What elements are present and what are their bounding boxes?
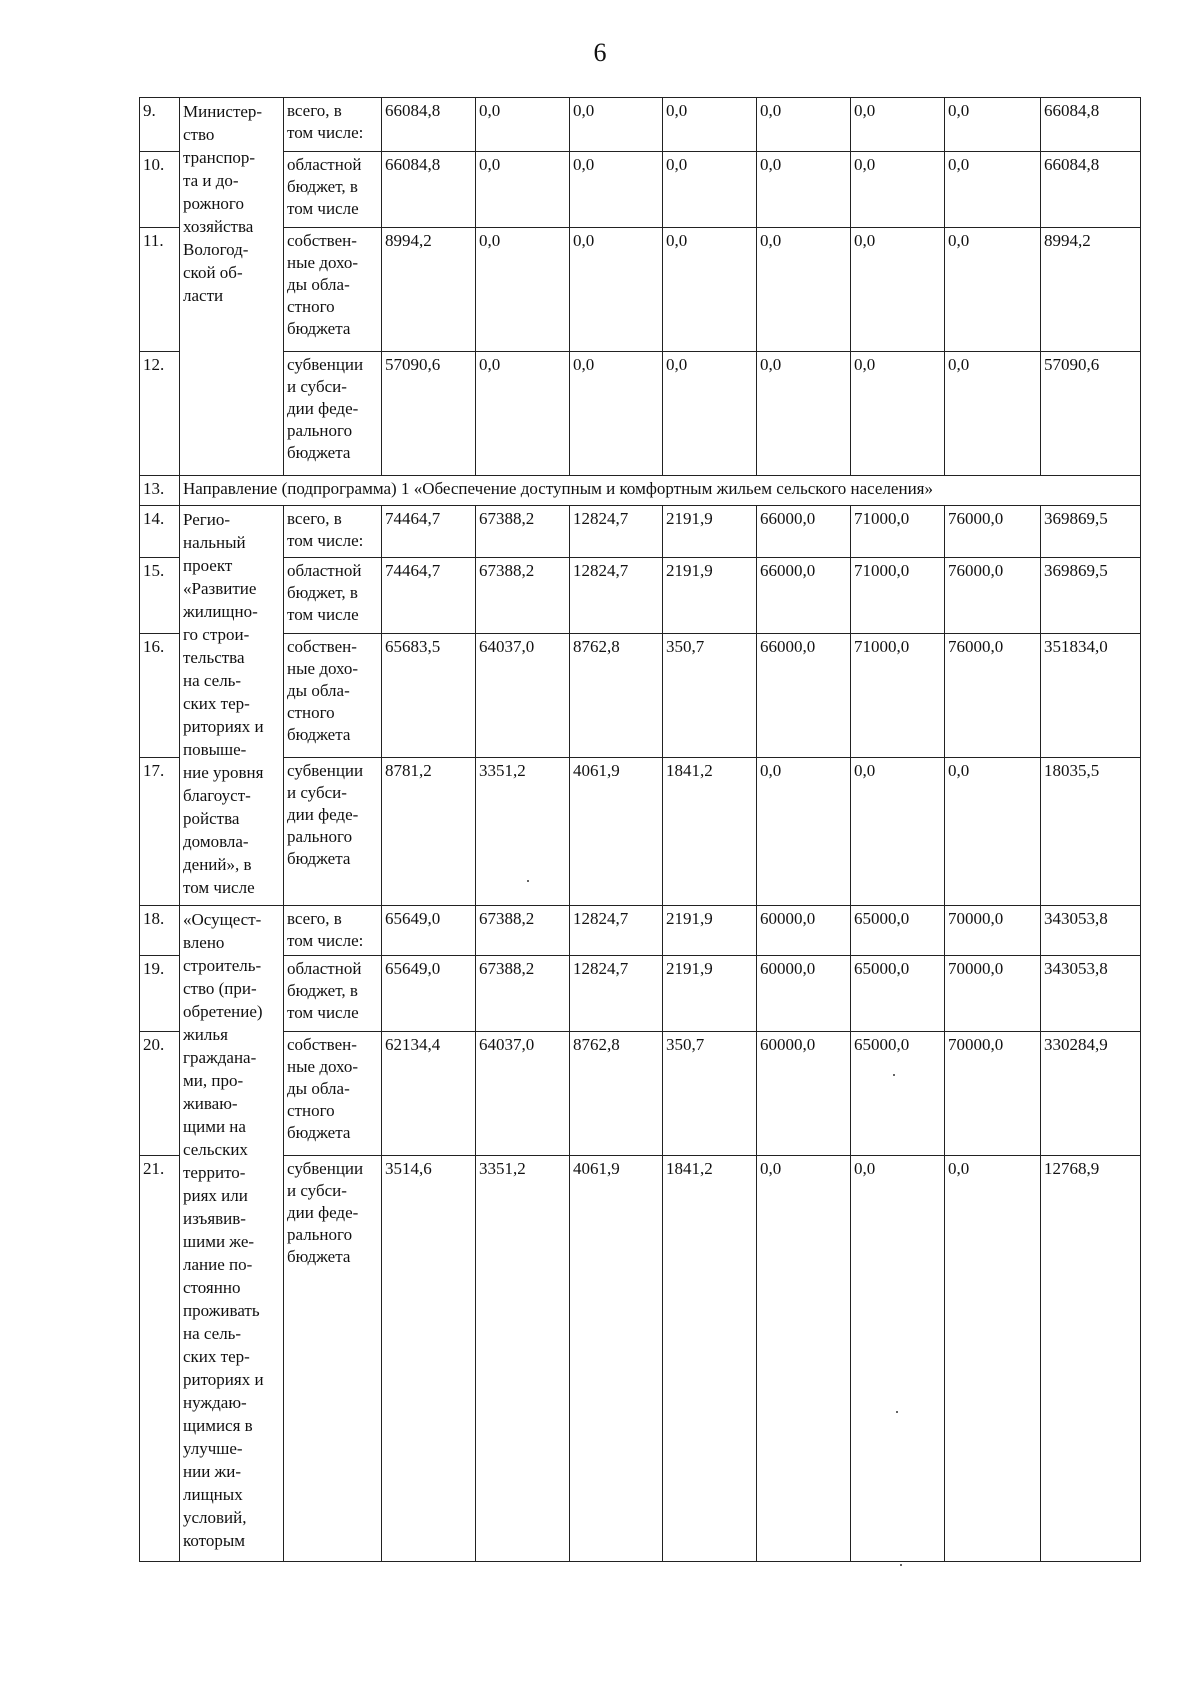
row-number: 13. bbox=[140, 476, 180, 506]
funding-source-line: том числе: bbox=[287, 931, 364, 950]
value-year-7: 76000,0 bbox=[945, 634, 1041, 758]
value-total: 351834,0 bbox=[1041, 634, 1141, 758]
value-total: 66084,8 bbox=[1041, 152, 1141, 228]
executor-text-line: на сель- bbox=[183, 1324, 242, 1343]
value-year-2: 3351,2 bbox=[476, 1156, 570, 1562]
value-year-3: 0,0 bbox=[570, 152, 663, 228]
value-year-1: 8994,2 bbox=[382, 228, 476, 352]
executor-text-line: риториях и bbox=[183, 1370, 264, 1389]
row-number: 17. bbox=[140, 758, 180, 906]
value-year-2: 3351,2 bbox=[476, 758, 570, 906]
value-year-1: 66084,8 bbox=[382, 152, 476, 228]
scan-speck bbox=[900, 1564, 902, 1566]
funding-source-line: собствен- bbox=[287, 637, 357, 656]
funding-source-line: ды обла- bbox=[287, 275, 350, 294]
value-year-5: 66000,0 bbox=[757, 558, 851, 634]
executor-text-line: улучше- bbox=[183, 1439, 243, 1458]
table-row bbox=[140, 352, 1141, 476]
value-total: 330284,9 bbox=[1041, 1032, 1141, 1156]
executor-text-line: сельских bbox=[183, 1140, 248, 1159]
value-total: 8994,2 bbox=[1041, 228, 1141, 352]
scan-speck bbox=[896, 1411, 898, 1413]
value-total: 343053,8 bbox=[1041, 956, 1141, 1032]
executor-text-line: влено bbox=[183, 933, 225, 952]
row-number: 19. bbox=[140, 956, 180, 1032]
funding-source-line: рального bbox=[287, 421, 353, 440]
funding-source-line: том числе bbox=[287, 199, 359, 218]
funding-source-line: бюджета bbox=[287, 443, 351, 462]
funding-source-line: стного bbox=[287, 1101, 335, 1120]
value-year-1: 74464,7 bbox=[382, 558, 476, 634]
executor-text-line: граждана- bbox=[183, 1048, 257, 1067]
scan-speck bbox=[893, 1074, 895, 1076]
executor-text-line: жилья bbox=[183, 1025, 228, 1044]
funding-source-line: ды обла- bbox=[287, 1079, 350, 1098]
value-year-4: 2191,9 bbox=[663, 506, 757, 558]
value-total: 57090,6 bbox=[1041, 352, 1141, 476]
value-year-4: 0,0 bbox=[663, 228, 757, 352]
value-year-2: 0,0 bbox=[476, 228, 570, 352]
executor-text-line: которым bbox=[183, 1531, 246, 1550]
value-year-4: 2191,9 bbox=[663, 956, 757, 1032]
executor-text-line: го строи- bbox=[183, 625, 250, 644]
executor-text-line: щимися в bbox=[183, 1416, 253, 1435]
executor-text-line: ской об- bbox=[183, 263, 243, 282]
value-total: 18035,5 bbox=[1041, 758, 1141, 906]
value-year-6: 65000,0 bbox=[851, 1032, 945, 1156]
value-year-7: 76000,0 bbox=[945, 558, 1041, 634]
value-year-4: 2191,9 bbox=[663, 558, 757, 634]
funding-source-line: ды обла- bbox=[287, 681, 350, 700]
executor-text-line: лищных bbox=[183, 1485, 243, 1504]
row-number: 15. bbox=[140, 558, 180, 634]
funding-source-line: всего, в bbox=[287, 101, 342, 120]
value-year-3: 0,0 bbox=[570, 98, 663, 152]
responsible-executor-3 bbox=[180, 906, 284, 1562]
value-year-2: 67388,2 bbox=[476, 956, 570, 1032]
value-year-3: 8762,8 bbox=[570, 1032, 663, 1156]
value-year-7: 0,0 bbox=[945, 352, 1041, 476]
value-year-5: 0,0 bbox=[757, 758, 851, 906]
row-number: 9. bbox=[140, 98, 180, 152]
value-year-4: 350,7 bbox=[663, 634, 757, 758]
table-row bbox=[140, 1032, 1141, 1156]
value-year-7: 76000,0 bbox=[945, 506, 1041, 558]
value-year-5: 0,0 bbox=[757, 152, 851, 228]
funding-source-line: и субси- bbox=[287, 1181, 347, 1200]
value-year-7: 0,0 bbox=[945, 1156, 1041, 1562]
funding-source-line: дии феде- bbox=[287, 399, 359, 418]
executor-text-line: ство (при- bbox=[183, 979, 257, 998]
value-year-7: 70000,0 bbox=[945, 906, 1041, 956]
executor-text-line: проект bbox=[183, 556, 233, 575]
value-year-7: 0,0 bbox=[945, 228, 1041, 352]
funding-source-line: бюджет, в bbox=[287, 981, 358, 1000]
funding-source-line: том числе bbox=[287, 1003, 359, 1022]
table-row bbox=[140, 956, 1141, 1032]
funding-source-line: субвенции bbox=[287, 1159, 364, 1178]
value-year-6: 0,0 bbox=[851, 152, 945, 228]
executor-text-line: ройства bbox=[183, 809, 240, 828]
responsible-executor-1 bbox=[180, 98, 284, 476]
executor-text-line: риях или bbox=[183, 1186, 248, 1205]
funding-source-line: ные дохо- bbox=[287, 253, 359, 272]
funding-source-line: и субси- bbox=[287, 377, 347, 396]
value-year-7: 0,0 bbox=[945, 758, 1041, 906]
executor-text-line: нии жи- bbox=[183, 1462, 242, 1481]
table-row bbox=[140, 506, 1141, 558]
value-year-6: 0,0 bbox=[851, 1156, 945, 1562]
value-total: 12768,9 bbox=[1041, 1156, 1141, 1562]
value-year-4: 0,0 bbox=[663, 152, 757, 228]
executor-text-line: шими же- bbox=[183, 1232, 255, 1251]
executor-text-line: щими на bbox=[183, 1117, 246, 1136]
funding-source-line: том числе: bbox=[287, 123, 364, 142]
value-year-6: 65000,0 bbox=[851, 956, 945, 1032]
value-year-1: 3514,6 bbox=[382, 1156, 476, 1562]
funding-source-line: собствен- bbox=[287, 1035, 357, 1054]
table-row bbox=[140, 906, 1141, 956]
executor-text-line: риториях и bbox=[183, 717, 264, 736]
funding-source-line: бюджет, в bbox=[287, 177, 358, 196]
funding-source-line: областной bbox=[287, 959, 362, 978]
value-year-4: 1841,2 bbox=[663, 1156, 757, 1562]
funding-source-line: рального bbox=[287, 1225, 353, 1244]
value-total: 343053,8 bbox=[1041, 906, 1141, 956]
table-row bbox=[140, 1156, 1141, 1562]
value-year-5: 0,0 bbox=[757, 1156, 851, 1562]
table-row bbox=[140, 476, 1141, 506]
value-year-6: 71000,0 bbox=[851, 506, 945, 558]
executor-text-line: ние уровня bbox=[183, 763, 264, 782]
executor-text-line: Вологод- bbox=[183, 240, 249, 259]
value-year-1: 74464,7 bbox=[382, 506, 476, 558]
funding-source bbox=[284, 352, 382, 476]
executor-text-line: дений», в bbox=[183, 855, 252, 874]
executor-text-line: хозяйства bbox=[183, 217, 254, 236]
executor-text-line: изъявив- bbox=[183, 1209, 246, 1228]
funding-source bbox=[284, 634, 382, 758]
value-year-5: 0,0 bbox=[757, 352, 851, 476]
funding-source-line: бюджет, в bbox=[287, 583, 358, 602]
row-number: 18. bbox=[140, 906, 180, 956]
value-total: 66084,8 bbox=[1041, 98, 1141, 152]
value-year-2: 0,0 bbox=[476, 98, 570, 152]
value-year-5: 60000,0 bbox=[757, 1032, 851, 1156]
value-year-2: 67388,2 bbox=[476, 506, 570, 558]
table-row bbox=[140, 558, 1141, 634]
scan-speck bbox=[527, 880, 529, 882]
value-year-6: 71000,0 bbox=[851, 558, 945, 634]
value-year-4: 2191,9 bbox=[663, 906, 757, 956]
value-year-6: 65000,0 bbox=[851, 906, 945, 956]
budget-table-body bbox=[140, 98, 1141, 1562]
value-year-5: 60000,0 bbox=[757, 906, 851, 956]
value-year-3: 0,0 bbox=[570, 352, 663, 476]
funding-source-line: собствен- bbox=[287, 231, 357, 250]
value-year-6: 0,0 bbox=[851, 758, 945, 906]
funding-source-line: том числе: bbox=[287, 531, 364, 550]
executor-text-line: ство bbox=[183, 125, 215, 144]
executor-text-line: «Осущест- bbox=[183, 910, 262, 929]
executor-text-line: лание по- bbox=[183, 1255, 253, 1274]
row-number: 21. bbox=[140, 1156, 180, 1562]
executor-text-line: проживать bbox=[183, 1301, 260, 1320]
value-year-7: 0,0 bbox=[945, 98, 1041, 152]
responsible-executor-2 bbox=[180, 506, 284, 906]
executor-text-line: Регио- bbox=[183, 510, 231, 529]
funding-source bbox=[284, 758, 382, 906]
value-year-6: 71000,0 bbox=[851, 634, 945, 758]
row-number: 20. bbox=[140, 1032, 180, 1156]
executor-text-line: повыше- bbox=[183, 740, 247, 759]
value-year-2: 0,0 bbox=[476, 352, 570, 476]
funding-source bbox=[284, 228, 382, 352]
value-year-7: 70000,0 bbox=[945, 956, 1041, 1032]
executor-text-line: условий, bbox=[183, 1508, 247, 1527]
value-total: 369869,5 bbox=[1041, 558, 1141, 634]
value-year-3: 0,0 bbox=[570, 228, 663, 352]
value-year-2: 67388,2 bbox=[476, 906, 570, 956]
funding-source-line: областной bbox=[287, 155, 362, 174]
value-year-3: 4061,9 bbox=[570, 1156, 663, 1562]
executor-text-line: террито- bbox=[183, 1163, 246, 1182]
executor-text-line: тельства bbox=[183, 648, 245, 667]
executor-text-line: благоуст- bbox=[183, 786, 251, 805]
executor-text-line: нуждаю- bbox=[183, 1393, 247, 1412]
value-year-6: 0,0 bbox=[851, 228, 945, 352]
value-year-1: 65649,0 bbox=[382, 956, 476, 1032]
value-year-6: 0,0 bbox=[851, 98, 945, 152]
executor-text-line: обретение) bbox=[183, 1002, 263, 1021]
value-year-3: 4061,9 bbox=[570, 758, 663, 906]
value-year-4: 0,0 bbox=[663, 98, 757, 152]
value-year-4: 1841,2 bbox=[663, 758, 757, 906]
funding-source bbox=[284, 1032, 382, 1156]
table-row bbox=[140, 634, 1141, 758]
funding-source bbox=[284, 956, 382, 1032]
funding-source-line: стного bbox=[287, 703, 335, 722]
value-year-3: 12824,7 bbox=[570, 906, 663, 956]
executor-text-line: живаю- bbox=[183, 1094, 238, 1113]
value-year-7: 70000,0 bbox=[945, 1032, 1041, 1156]
executor-text-line: та и до- bbox=[183, 171, 239, 190]
value-year-1: 8781,2 bbox=[382, 758, 476, 906]
value-year-3: 8762,8 bbox=[570, 634, 663, 758]
funding-source-line: субвенции bbox=[287, 761, 364, 780]
funding-source-line: том числе bbox=[287, 605, 359, 624]
executor-text-line: строитель- bbox=[183, 956, 262, 975]
row-number: 10. bbox=[140, 152, 180, 228]
value-year-2: 64037,0 bbox=[476, 1032, 570, 1156]
executor-text-line: рожного bbox=[183, 194, 244, 213]
funding-source bbox=[284, 506, 382, 558]
funding-source-line: стного bbox=[287, 297, 335, 316]
value-year-5: 0,0 bbox=[757, 98, 851, 152]
table-row bbox=[140, 228, 1141, 352]
value-year-5: 66000,0 bbox=[757, 506, 851, 558]
funding-source-line: всего, в bbox=[287, 509, 342, 528]
value-year-3: 12824,7 bbox=[570, 506, 663, 558]
funding-source-line: субвенции bbox=[287, 355, 364, 374]
value-year-6: 0,0 bbox=[851, 352, 945, 476]
value-total: 369869,5 bbox=[1041, 506, 1141, 558]
executor-text-line: стоянно bbox=[183, 1278, 241, 1297]
executor-text-line: ских тер- bbox=[183, 1347, 250, 1366]
table-row bbox=[140, 758, 1141, 906]
executor-text-line: жилищно- bbox=[183, 602, 258, 621]
value-year-7: 0,0 bbox=[945, 152, 1041, 228]
funding-source-line: дии феде- bbox=[287, 805, 359, 824]
page-number: 6 bbox=[593, 38, 607, 67]
table-row bbox=[140, 98, 1141, 152]
funding-source-line: бюджета bbox=[287, 1123, 351, 1142]
value-year-1: 57090,6 bbox=[382, 352, 476, 476]
funding-source-line: дии феде- bbox=[287, 1203, 359, 1222]
value-year-2: 64037,0 bbox=[476, 634, 570, 758]
value-year-2: 67388,2 bbox=[476, 558, 570, 634]
value-year-4: 0,0 bbox=[663, 352, 757, 476]
value-year-5: 66000,0 bbox=[757, 634, 851, 758]
row-number: 14. bbox=[140, 506, 180, 558]
value-year-1: 62134,4 bbox=[382, 1032, 476, 1156]
budget-table bbox=[139, 97, 1141, 1562]
value-year-4: 350,7 bbox=[663, 1032, 757, 1156]
funding-source bbox=[284, 558, 382, 634]
funding-source-line: рального bbox=[287, 827, 353, 846]
executor-text-line: домовла- bbox=[183, 832, 249, 851]
value-year-5: 60000,0 bbox=[757, 956, 851, 1032]
row-number: 16. bbox=[140, 634, 180, 758]
funding-source-line: бюджета bbox=[287, 319, 351, 338]
executor-text-line: ских тер- bbox=[183, 694, 250, 713]
funding-source bbox=[284, 152, 382, 228]
funding-source-line: и субси- bbox=[287, 783, 347, 802]
executor-text-line: транспор- bbox=[183, 148, 256, 167]
executor-text-line: «Развитие bbox=[183, 579, 257, 598]
funding-source-line: бюджета bbox=[287, 849, 351, 868]
funding-source-line: ные дохо- bbox=[287, 659, 359, 678]
row-number: 11. bbox=[140, 228, 180, 352]
value-year-1: 65649,0 bbox=[382, 906, 476, 956]
executor-text-line: ласти bbox=[183, 286, 224, 305]
funding-source-line: бюджета bbox=[287, 725, 351, 744]
executor-text-line: Министер- bbox=[183, 102, 263, 121]
funding-source-line: ные дохо- bbox=[287, 1057, 359, 1076]
row-number: 12. bbox=[140, 352, 180, 476]
value-year-3: 12824,7 bbox=[570, 956, 663, 1032]
value-year-1: 65683,5 bbox=[382, 634, 476, 758]
value-year-1: 66084,8 bbox=[382, 98, 476, 152]
executor-text-line: на сель- bbox=[183, 671, 242, 690]
value-year-2: 0,0 bbox=[476, 152, 570, 228]
executor-text-line: нальный bbox=[183, 533, 246, 552]
value-year-5: 0,0 bbox=[757, 228, 851, 352]
value-year-3: 12824,7 bbox=[570, 558, 663, 634]
funding-source bbox=[284, 1156, 382, 1562]
table-row bbox=[140, 152, 1141, 228]
funding-source-line: всего, в bbox=[287, 909, 342, 928]
funding-source-line: областной bbox=[287, 561, 362, 580]
executor-text-line: ми, про- bbox=[183, 1071, 244, 1090]
section-header: Направление (подпрограмма) 1 «Обеспечение доступным и комфортным жильем сельского населения» bbox=[180, 476, 1141, 506]
funding-source bbox=[284, 906, 382, 956]
funding-source-line: бюджета bbox=[287, 1247, 351, 1266]
funding-source bbox=[284, 98, 382, 152]
executor-text-line: том числе bbox=[183, 878, 255, 897]
